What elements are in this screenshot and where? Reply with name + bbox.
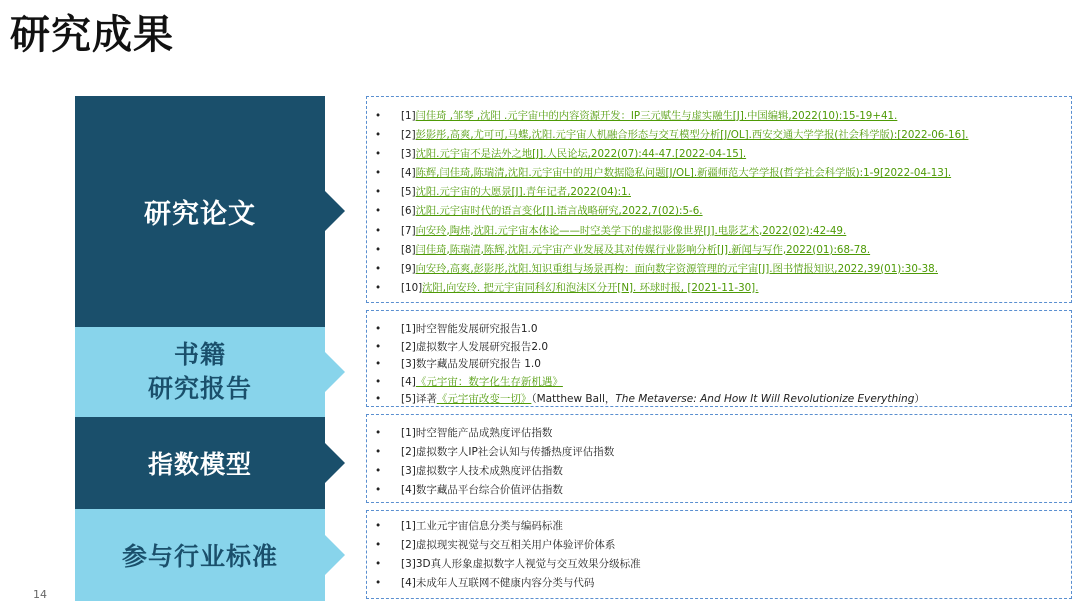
- standard-item: • [4]未成年人互联网不健康内容分类与代码: [401, 574, 1071, 593]
- book-item: • [5]译著《元宇宙改变一切》（Matthew Ball，The Metaverse: And How It Will Revolutionize Everything）: [401, 391, 1071, 409]
- category-papers: [75, 96, 325, 327]
- paper-link[interactable]: 闫佳琦 ,邹琴 ,沈阳 .元宇宙中的内容资源开发：IP三元赋生与虚实融生[J].中国编辑,2022(10):15-19+41.: [415, 110, 898, 122]
- paper-item: • [8]闫佳琦,陈瑞清,陈辉,沈阳.元宇宙产业发展及其对传媒行业影响分析[J].新闻与写作,2022(01):68-78.: [401, 241, 1071, 260]
- paper-link[interactable]: 闫佳琦,陈瑞清,陈辉,沈阳.元宇宙产业发展及其对传媒行业影响分析[J].新闻与写作,2022(01):68-78.: [415, 243, 871, 256]
- category-index: [75, 417, 325, 509]
- paper-link[interactable]: 沈阳.元宇宙的大愿景[J].青年记者,2022(04):1.: [415, 186, 631, 199]
- index-item: • [3]虚拟数字人技术成熟度评估指数: [401, 462, 1071, 481]
- index-item: • [4]数字藏品平台综合价值评估指数: [401, 481, 1071, 500]
- index-item: • [2]虚拟数字人IP社会认知与传播热度评估指数: [401, 443, 1071, 462]
- paper-link[interactable]: 沈阳.元宇宙时代的语言变化[J].语言战略研究,2022,7(02):5-6.: [415, 205, 703, 218]
- category-index-arrow: [325, 443, 345, 483]
- standard-item: • [1]工业元宇宙信息分类与编码标准: [401, 517, 1071, 536]
- category-books-arrow: [325, 352, 345, 392]
- book-item: • [2]虚拟数字人发展研究报告2.0: [401, 339, 1071, 357]
- paper-link[interactable]: 向安玲,高爽,彭影彤,沈阳.知识重组与场景再构：面向数字资源管理的元宇宙[J].图书情报知识,2022,39(01):30-38.: [415, 262, 938, 275]
- paper-link[interactable]: 陈辉,闫佳琦,陈瑞清,沈阳.元宇宙中的用户数据隐私问题[J/OL].新疆师范大学学报(哲学社会科学版):1-9[2022-04-13].: [415, 167, 952, 180]
- paper-item: • [7]向安玲,陶炜,沈阳.元宇宙本体论——时空美学下的虚拟影像世界[J].电影艺术,2022(02):42-49.: [401, 222, 1071, 241]
- paper-item: • [6]沈阳.元宇宙时代的语言变化[J].语言战略研究,2022,7(02):5-6.: [401, 202, 1071, 221]
- index-list-box: [366, 414, 1072, 503]
- category-papers-arrow: [325, 191, 345, 231]
- paper-link[interactable]: 彭影彤,高爽,尤可可,马蝶,沈阳.元宇宙人机融合形态与交互模型分析[J/OL].西安交通大学学报(社会科学版):[2022-06-16].: [415, 129, 969, 142]
- category-standards-label: 参与行业标准: [121, 542, 278, 571]
- category-books-label-1: 书籍: [173, 340, 226, 369]
- book-item: • [3]数字藏品发展研究报告 1.0: [401, 356, 1071, 374]
- standards-list-box: [366, 510, 1072, 599]
- category-index-label: 指数模型: [147, 450, 252, 479]
- paper-item: • [10]沈阳,向安玲. 把元宇宙同科幻和泡沫区分开[N]. 环球时报, [2021-11-30].: [401, 279, 1071, 298]
- paper-item: • [2]彭影彤,高爽,尤可可,马蝶,沈阳.元宇宙人机融合形态与交互模型分析[J/OL].西安交通大学学报(社会科学版):[2022-06-16].: [401, 126, 1071, 145]
- standard-item: • [2]虚拟现实视觉与交互相关用户体验评价体系: [401, 536, 1071, 555]
- papers-list-box: [366, 96, 1072, 303]
- index-item: • [1]时空智能产品成熟度评估指数: [401, 424, 1071, 443]
- page-number: 14: [33, 588, 47, 601]
- paper-item: • [9]向安玲,高爽,彭影彤,沈阳.知识重组与场景再构：面向数字资源管理的元宇宙[J].图书情报知识,2022,39(01):30-38.: [401, 260, 1071, 279]
- paper-link[interactable]: 向安玲,陶炜,沈阳.元宇宙本体论——时空美学下的虚拟影像世界[J].电影艺术,2022(02):42-49.: [415, 224, 847, 237]
- paper-link[interactable]: 沈阳,向安玲. 把元宇宙同科幻和泡沫区分开[N]. 环球时报, [2021-11-30].: [422, 281, 759, 294]
- paper-item: • [4]陈辉,闫佳琦,陈瑞清,沈阳.元宇宙中的用户数据隐私问题[J/OL].新疆师范大学学报(哲学社会科学版):1-9[2022-04-13].: [401, 164, 1071, 183]
- category-books: [75, 327, 325, 417]
- book-link[interactable]: 《元宇宙改变一切》: [436, 393, 532, 406]
- book-link[interactable]: 《元宇宙：数字化生存新机遇》: [415, 375, 563, 388]
- page-title: 研究成果: [10, 12, 174, 58]
- category-papers-label: 研究论文: [144, 199, 256, 230]
- paper-item: • [1]闫佳琦 ,邹琴 ,沈阳 .元宇宙中的内容资源开发：IP三元赋生与虚实融生[J].中国编辑,2022(10):15-19+41.: [401, 107, 1071, 126]
- category-books-label-2: 研究报告: [147, 374, 252, 403]
- paper-item: • [3]沈阳.元宇宙不是法外之地[J].人民论坛,2022(07):44-47.[2022-04-15].: [401, 145, 1071, 164]
- book-item: • [4]《元宇宙：数字化生存新机遇》: [401, 374, 1071, 392]
- category-standards-arrow: [325, 535, 345, 575]
- paper-link[interactable]: 沈阳.元宇宙不是法外之地[J].人民论坛,2022(07):44-47.[2022-04-15].: [415, 148, 747, 161]
- paper-item: • [5]沈阳.元宇宙的大愿景[J].青年记者,2022(04):1.: [401, 183, 1071, 202]
- books-list-box: [366, 310, 1072, 407]
- category-standards: [75, 509, 325, 601]
- book-item: • [1]时空智能发展研究报告1.0: [401, 321, 1071, 339]
- standard-item: • [3]3D真人形象虚拟数字人视觉与交互效果分级标准: [401, 555, 1071, 574]
